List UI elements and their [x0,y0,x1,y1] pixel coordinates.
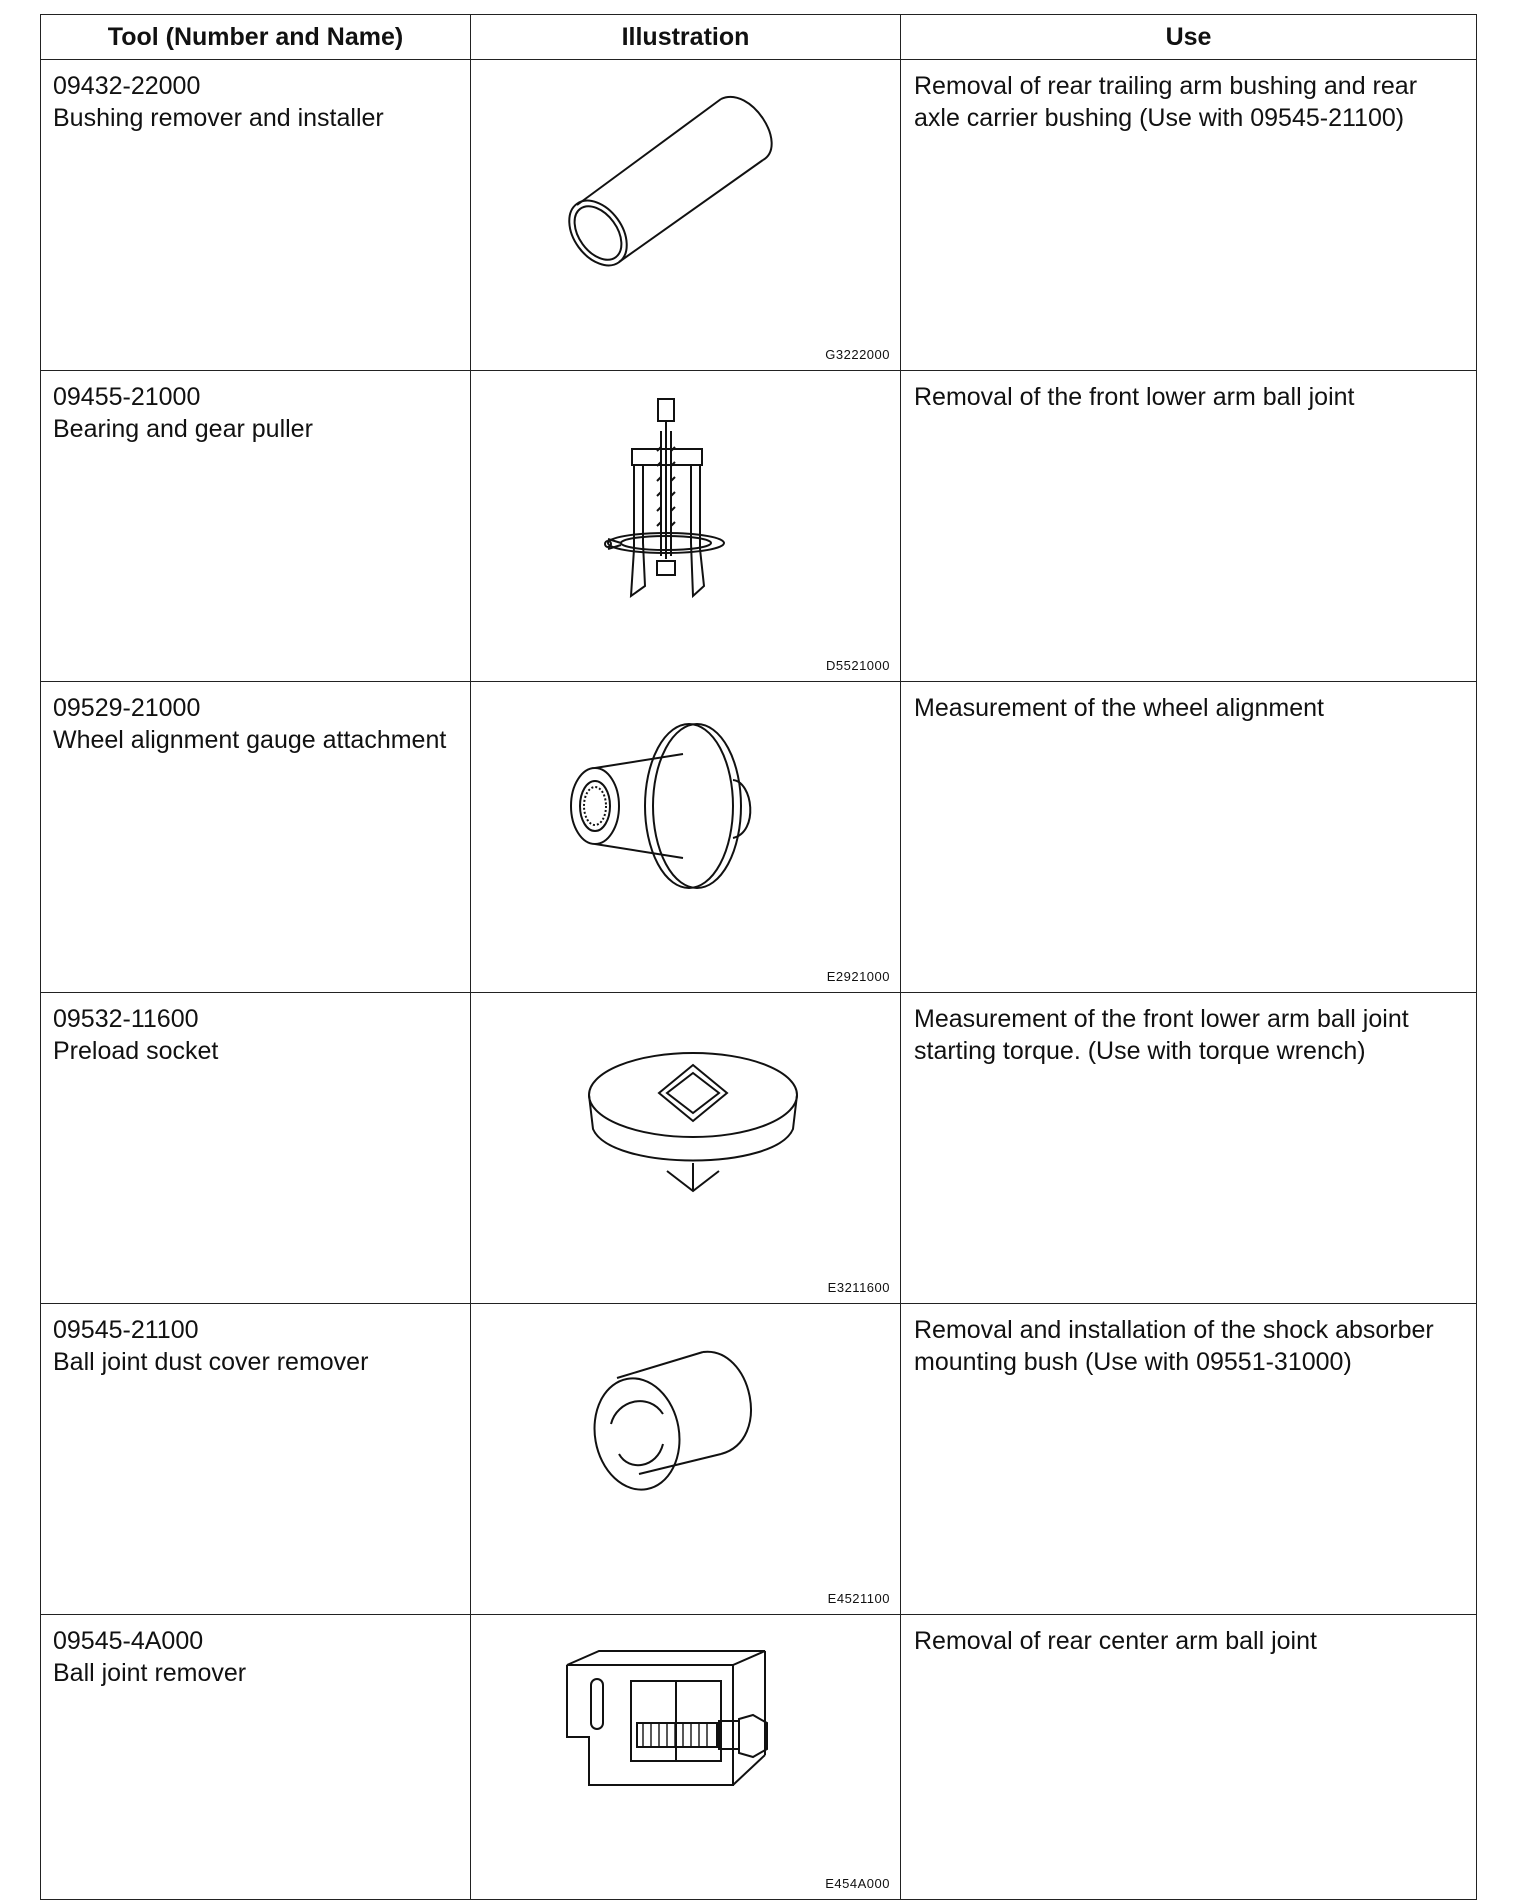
illustration-cell [471,371,901,682]
header-use: Use [901,15,1477,60]
tool-name: Ball joint dust cover remover [53,1348,369,1376]
gear-puller-icon [471,371,901,661]
alignment-gauge-attachment-icon [471,682,901,952]
table-row [41,1304,1477,1615]
tool-name: Wheel alignment gauge attachment [53,726,447,754]
tool-number: 09529-21000 [53,694,201,722]
tool-name: Preload socket [53,1037,219,1065]
tube-bushing-tool-icon [471,60,901,350]
tool-name: Ball joint remover [53,1659,247,1687]
header-row [41,15,1477,60]
illustration-cell [471,60,901,371]
tool-number: 09545-21100 [53,1316,199,1344]
table-row [41,371,1477,682]
tool-number: 09545-4A000 [53,1627,204,1655]
illustration-code: E2921000 [826,969,890,984]
illustration-code: E454A000 [825,1876,890,1891]
use-cell: Removal of rear trailing arm bushing and rear axle carrier bushing (Use with 09545-21100) [901,60,1477,371]
table-row [41,993,1477,1304]
dust-cover-remover-icon [471,1304,901,1594]
preload-socket-icon [471,993,901,1283]
tool-cell [41,1304,471,1615]
illustration-code: D5521000 [826,658,890,673]
illustration-cell [471,682,901,993]
tool-cell [41,371,471,682]
special-tools-table [40,14,1477,1900]
header-illustration: Illustration [471,15,901,60]
tool-cell [41,60,471,371]
table-row [41,60,1477,371]
header-tool: Tool (Number and Name) [41,15,471,60]
illustration-cell [471,1304,901,1615]
use-cell: Removal and installation of the shock absorber mounting bush (Use with 09551-31000) [901,1304,1477,1615]
tool-cell [41,1615,471,1900]
illustration-code: E3211600 [827,1280,890,1295]
use-cell: Removal of rear center arm ball joint [901,1615,1477,1900]
tool-number: 09532-11600 [53,1005,199,1033]
use-cell: Measurement of the front lower arm ball joint starting torque. (Use with torque wrench) [901,993,1477,1304]
tool-name: Bearing and gear puller [53,415,313,443]
table-row [41,682,1477,993]
illustration-code: E4521100 [827,1591,890,1606]
illustration-cell [471,993,901,1304]
illustration-cell [471,1615,901,1900]
illustration-code: G3222000 [825,347,890,362]
tool-name: Bushing remover and installer [53,104,384,132]
tool-number: 09455-21000 [53,383,201,411]
tool-cell [41,682,471,993]
tool-cell [41,993,471,1304]
tool-number: 09432-22000 [53,72,201,100]
use-cell: Removal of the front lower arm ball joint [901,371,1477,682]
use-cell: Measurement of the wheel alignment [901,682,1477,993]
table-row [41,1615,1477,1900]
ball-joint-remover-icon [471,1615,901,1879]
